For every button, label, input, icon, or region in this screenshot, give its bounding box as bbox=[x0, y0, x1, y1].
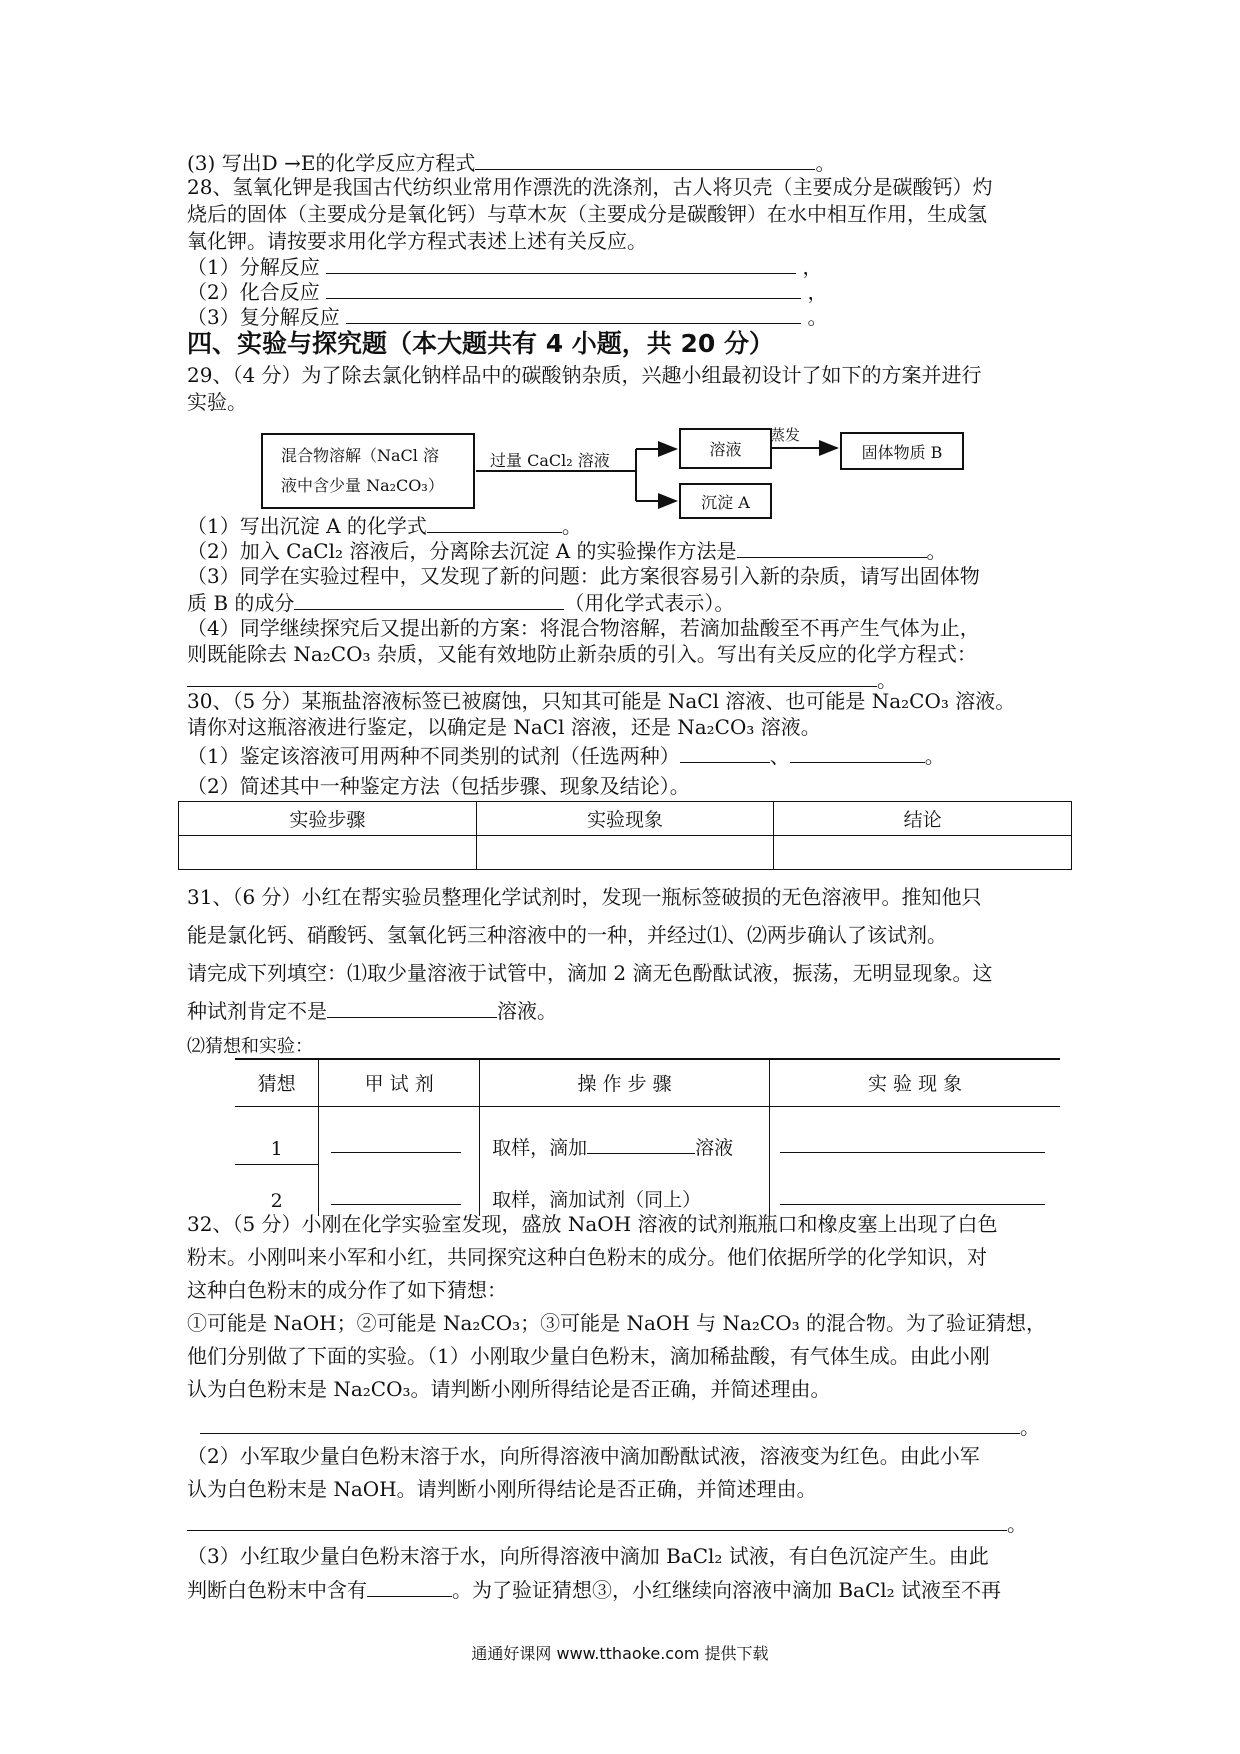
answer-blank[interactable] bbox=[427, 512, 562, 533]
answer-blank[interactable] bbox=[187, 666, 877, 687]
answer-blank[interactable] bbox=[737, 537, 927, 558]
flow-precipitate-box: 沉淀 A bbox=[679, 483, 772, 519]
q32-answer1: 。 bbox=[200, 1413, 1040, 1440]
q30-line2: 请你对这瓶溶液进行鉴定，以确定是 NaCl 溶液，还是 Na₂CO₃ 溶液。 bbox=[187, 715, 821, 739]
q29-p4b: 则既能除去 Na₂CO₃ 杂质，又能有效地防止新杂质的引入。写出有关反应的化学方程式： bbox=[187, 642, 977, 666]
q29-p4a: （4）同学继续探究后又提出新的方案：将混合物溶解，若滴加盐酸至不再产生气体为止， bbox=[187, 616, 980, 640]
table-header: 操 作 步 骤 bbox=[480, 1059, 770, 1106]
operation-cell: 取样，滴加 溶液 bbox=[480, 1106, 770, 1164]
q31-table bbox=[235, 1058, 1060, 1216]
answer-blank[interactable] bbox=[294, 589, 564, 610]
q28-item1: （1）分解反应 ， bbox=[187, 255, 823, 279]
section-title: 四、实验与探究题（本大题共有 4 小题，共 20 分） bbox=[187, 329, 775, 358]
operation-cell: 取样，滴加试剂（同上） bbox=[480, 1164, 770, 1216]
answer-blank[interactable] bbox=[780, 1132, 1045, 1153]
q29-intro1: 29、（4 分）为了除去氯化钠样品中的碳酸钠杂质，兴趣小组最初设计了如下的方案并进行 bbox=[187, 363, 982, 387]
flow-arrows bbox=[0, 0, 1240, 560]
q31-line3: 请完成下列填空：⑴取少量溶液于试管中，滴加 2 滴无色酚酞试液，振荡，无明显现象。这 bbox=[187, 961, 993, 985]
q32-line10: 判断白色粉末中含有 。为了验证猜想③，小红继续向溶液中滴加 BaCl₂ 试液至不再 bbox=[187, 1578, 1002, 1602]
q29-p4-answer: 。 bbox=[187, 666, 897, 693]
flow-reagent-label: 过量 CaCl₂ 溶液 bbox=[490, 451, 610, 470]
q30-table bbox=[178, 801, 1072, 870]
q30-p1: （1）鉴定该溶液可用两种不同类别的试剂（任选两种） 、 。 bbox=[187, 744, 945, 768]
q32-line8: 认为白色粉末是 NaOH。请判断小刚所得结论是否正确，并简述理由。 bbox=[187, 1477, 817, 1501]
q29-p3a: （3）同学在实验过程中，又发现了新的问题：此方案很容易引入新的杂质，请写出固体物 bbox=[187, 564, 980, 588]
guess-number: 2 bbox=[235, 1164, 319, 1216]
answer-blank[interactable] bbox=[200, 1413, 1020, 1434]
answer-blank[interactable] bbox=[680, 742, 770, 763]
q32-line6: 认为白色粉末是 Na₂CO₃。请判断小刚所得结论是否正确，并简述理由。 bbox=[187, 1377, 831, 1401]
q31-line2: 能是氯化钙、硝酸钙、氢氧化钙三种溶液中的一种，并经过⑴、⑵两步确认了该试剂。 bbox=[187, 923, 947, 947]
table-header-row bbox=[179, 802, 1072, 836]
flow-evaporate-label: 蒸发 bbox=[770, 426, 801, 444]
reagent-cell bbox=[319, 1164, 480, 1216]
q31-line4: 种试剂肯定不是 溶液。 bbox=[187, 999, 557, 1023]
q28-line1: 28、氢氧化钾是我国古代纺织业常用作漂洗的洗涤剂，古人将贝壳（主要成分是碳酸钙）灼 bbox=[187, 175, 993, 199]
answer-blank[interactable] bbox=[587, 1133, 695, 1154]
q29-intro2: 实验。 bbox=[187, 390, 247, 414]
q28-item2: （2）化合反应 ， bbox=[187, 280, 828, 304]
q29-p2: （2）加入 CaCl₂ 溶液后，分离除去沉淀 A 的实验操作方法是 。 bbox=[187, 539, 947, 563]
table-row bbox=[179, 836, 1072, 870]
q32-line3: 这种白色粉末的成分作了如下猜想： bbox=[187, 1278, 507, 1302]
q32-line4: ①可能是 NaOH；②可能是 Na₂CO₃；③可能是 NaOH 与 Na₂CO₃ 的混合物。为了验证猜想， bbox=[187, 1311, 1046, 1335]
q30-line1: 30、（5 分）某瓶盐溶液标签已被腐蚀，只知其可能是 NaCl 溶液、也可能是 Na₂CO₃ 溶液。 bbox=[187, 689, 1016, 713]
q32-line9: （3）小红取少量白色粉末溶于水，向所得溶液中滴加 BaCl₂ 试液，有白色沉淀产生。由此 bbox=[187, 1544, 989, 1568]
table-header: 实 验 现 象 bbox=[770, 1059, 1060, 1106]
flow-solid-b-box: 固体物质 B bbox=[840, 432, 964, 470]
q30-p2: （2）简述其中一种鉴定方法（包括步骤、现象及结论）。 bbox=[187, 774, 690, 798]
guess-number: 1 bbox=[235, 1106, 319, 1164]
q28-item3: （3）复分解反应 。 bbox=[187, 305, 828, 329]
table-header: 猜想 bbox=[235, 1059, 319, 1106]
q32-answer2: 。 bbox=[187, 1510, 1027, 1537]
page-footer: 通通好课网 www.tthaoke.com 提供下载 bbox=[471, 1644, 769, 1663]
table-header: 实验步骤 bbox=[179, 802, 477, 836]
answer-blank[interactable] bbox=[187, 1510, 1007, 1531]
flow-start-box: 混合物溶解（NaCl 溶 液中含少量 Na₂CO₃） bbox=[261, 433, 475, 509]
answer-blank[interactable] bbox=[331, 1132, 461, 1153]
table-header: 结论 bbox=[774, 802, 1072, 836]
table-row bbox=[235, 1106, 1060, 1164]
q28-line2: 烧后的固体（主要成分是氧化钙）与草木灰（主要成分是碳酸钾）在水中相互作用，生成氢 bbox=[187, 202, 987, 226]
q29-p1: （1）写出沉淀 A 的化学式 。 bbox=[187, 514, 582, 538]
q29-p3b: 质 B 的成分 （用化学式表示）。 bbox=[187, 591, 735, 615]
flow-solution-box: 溶液 bbox=[679, 428, 772, 469]
q32-line1: 32、（5 分）小刚在化学实验室发现，盛放 NaOH 溶液的试剂瓶瓶口和橡皮塞上出现了白色 bbox=[187, 1212, 998, 1236]
table-cell[interactable] bbox=[179, 836, 477, 870]
q32-line7: （2）小军取少量白色粉末溶于水，向所得溶液中滴加酚酞试液，溶液变为红色。由此小军 bbox=[187, 1444, 980, 1468]
answer-blank[interactable] bbox=[331, 1184, 461, 1205]
answer-blank[interactable] bbox=[780, 1184, 1045, 1205]
reagent-cell bbox=[319, 1106, 480, 1164]
table-header-row bbox=[235, 1059, 1060, 1106]
q31-line5: ⑵猜想和实验： bbox=[187, 1036, 313, 1057]
q27-part3: (3) 写出D →E的化学反应方程式 。 bbox=[187, 151, 836, 175]
table-cell[interactable] bbox=[774, 836, 1072, 870]
table-header: 实验现象 bbox=[476, 802, 774, 836]
phenomenon-cell bbox=[770, 1164, 1060, 1216]
q28-line3: 氧化钾。请按要求用化学方程式表述上述有关反应。 bbox=[187, 229, 647, 253]
answer-blank[interactable] bbox=[327, 997, 497, 1018]
q32-line2: 粉末。小刚叫来小军和小红，共同探究这种白色粉末的成分。他们依据所学的化学知识，对 bbox=[187, 1245, 987, 1269]
answer-blank[interactable] bbox=[367, 1576, 452, 1597]
table-header: 甲 试 剂 bbox=[319, 1059, 480, 1106]
q32-line5: 他们分别做了下面的实验。（1）小刚取少量白色粉末，滴加稀盐酸，有气体生成。由此小刚 bbox=[187, 1344, 990, 1368]
phenomenon-cell bbox=[770, 1106, 1060, 1164]
q31-line1: 31、（6 分）小红在帮实验员整理化学试剂时，发现一瓶标签破损的无色溶液甲。推知他只 bbox=[187, 885, 982, 909]
table-cell[interactable] bbox=[476, 836, 774, 870]
table-row bbox=[235, 1164, 1060, 1216]
answer-blank[interactable] bbox=[790, 742, 925, 763]
